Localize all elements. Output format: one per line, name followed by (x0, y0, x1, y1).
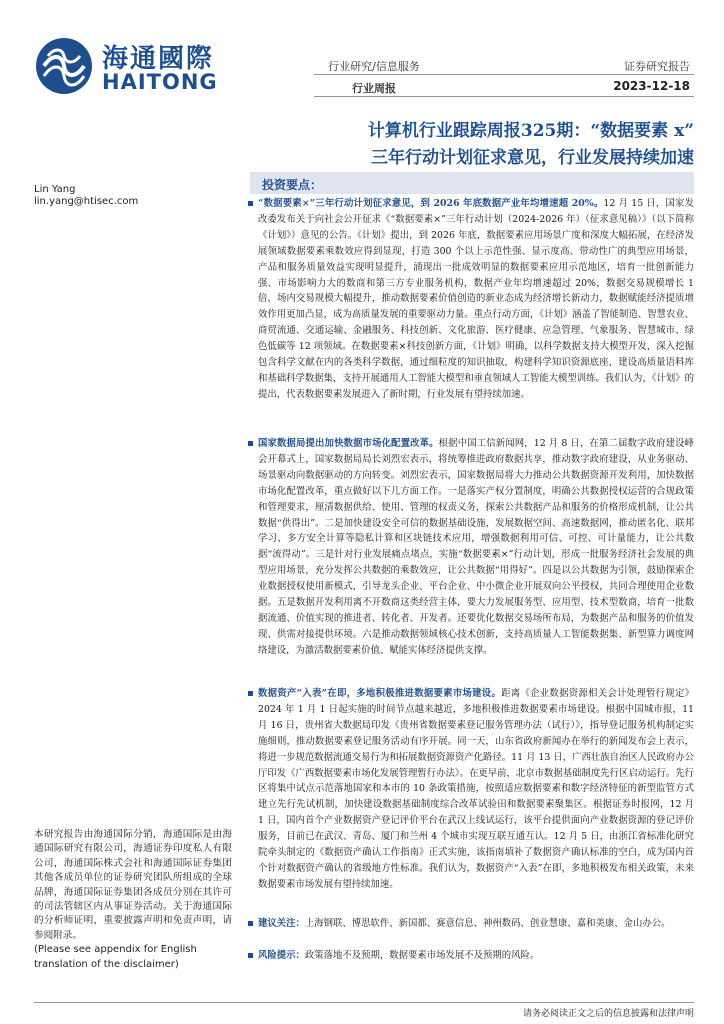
bullet-icon (248, 441, 253, 446)
report-category: 行业研究/信息服务 (328, 60, 420, 73)
logo-english-text: HAITONG (102, 70, 218, 94)
bullet-icon (248, 201, 253, 206)
key-point-body: 距离《企业数据资源相关会计处理暂行规定》2024 年 1 月 1 日起实施的时间节点越来越近，多地积极推进数据要素市场建设。根据中国城市报，11 月 16 日，贵州省大数据局印发《贵州省数据要素登记服务管理办法（试行）》，指导登记服务机构制定实施细则，推动数据要素登记服务活动有序开展。同一天，山东省政府新闻办在举行的新闻发布会上表示，将进一步规范数据流通交易行为和拓展数据资源资产化路径。11 月 13 日，广西壮族自治区人民政府办公厅印发《广西数据要素市场化发展管理暂行办法》。在更早前，北京市数据基础制度先行区启动运行。先行区将集中试点示范落地国家和本市的 10 条政策措施，按照适应数据要素和数字经济特征的新型监管方式建立先行先试机制，加快建设数据基础制度综合改革试验田和数据要素聚集区。根据证券时报网，12 月 1 日，国内首个产业数据资产登记评价平台在武汉上线试运行，该平台提供面向产业数据资源的登记评价服务，目前已在武汉、青岛、厦门和兰州 4 个城市实现互联互通互认。12 月 5 日，由浙江省标准化研究院牵头制定的《数据资产确认工作指南》正式实施，该指南填补了数据资产确认标准的空白，成为国内首个针对数据资产确认的省级地方性标准。我们认为，数据资产“入表”在即，多地积极发布相关政策，未来数据要素市场发展有望持续加速。 (258, 688, 694, 890)
report-label: 证券研究报告 (624, 60, 690, 73)
key-point-lead: 国家数据局提出加快数据市场化配置改革。 (258, 438, 439, 449)
key-point-body: 上海钢联、博思软件、新国都、赛意信息、神州数码、创业慧康、嘉和美康、金山办公。 (304, 918, 671, 929)
key-point-lead: 数据资产“入表”在即，多地积极推进数据要素市场建设。 (258, 688, 502, 699)
footer-notice: 请务必阅读正文之后的信息披露和法律声明 (522, 1009, 694, 1019)
key-point-5 (258, 948, 694, 964)
report-type: 行业周报 (352, 82, 396, 95)
header-divider-bottom (314, 96, 694, 97)
key-point-1 (258, 196, 694, 430)
disclaimer (34, 828, 232, 972)
key-points-heading: 投资要点： (262, 178, 323, 192)
key-point-lead: 风险提示： (258, 950, 305, 961)
key-point-lead: 建议关注： (258, 918, 305, 929)
key-point-body: 政策落地不及预期，数据要素市场发展不及预期的风险。 (304, 950, 540, 961)
footer-divider (34, 1002, 694, 1003)
key-point-3 (258, 686, 694, 918)
key-point-body: 根据中国工信新闻网，12 月 8 日，在第二届数字政府建设峰会开幕式上，国家数据局局长刘烈宏表示，将统筹推进政府数据共享，推动数字政府建设，从业务驱动、场景驱动向数据驱动的方向转变。刘烈宏表示，国家数据局将大力推动公共数据资源开发利用，加快数据市场化配置改革，重点做好以下几方面工作。一是落实产权分置制度，明确公共数据授权运营的合规政策和管理要求，厘清数据供给、使用、管理的权责义务，探索公共数据产品和服务的价格形成机制，让公共数据“供得出”。二是加快建设安全可信的数据基础设施，发展数据空间、高速数据网，推动匿名化、联邦学习、多方安全计算等隐私计算和区块链技术应用，增强数据利用可信、可控、可计量能力，让公共数据“流得动”。三是针对行业发展痛点堵点，实施“数据要素×”行动计划，形成一批服务经济社会发展的典型应用场景，充分发挥公共数据的乘数效应，让公共数据“用得好”。四是以公共数据为引领，鼓励探索企业数据授权使用新模式，引导龙头企业、平台企业、中小微企业开展双向公平授权，共同合理使用企业数据。五是数据开发利用离不开数商这类经营主体，要大力发展服务型、应用型、技术型数商，培育一批数据流通、价值实现的推进者、转化者、开发者。还要优化数据交易场所布局，为数据产品和服务的价值发现、供需对接提供环境。六是推动数据领域核心技术创新，支持高质量人工智能数据集、新型算力调度网络建设，为激活数据要素价值、赋能实体经济提供支撑。 (258, 438, 694, 656)
header-divider-top (314, 74, 694, 75)
key-point-body: 12 月 15 日，国家发改委发布关于向社会公开征求《“数据要素×”三年行动计划（2024-2026 年）（征求意见稿）》（以下简称《计划》）意见的公告。《计划》提出，到 2026 年底，数据要素应用场景广度和深度大幅拓展，在经济发展领域数据要素乘数效应得到显现，打造 300 个以上示范性强、显示度高、带动性广的典型应用场景，产品和服务质量效益实现明显提升，涌现出一批成效明显的数据要素应用示范地区，培育一批创新能力强、市场影响力大的数商和第三方专业服务机构，数据产业年均增速超过 20%，数据交易规模增长 1 倍，场内交易规模大幅提升，推动数据要素价值创造的新业态成为经济增长新动力，数据赋能经济提质增效作用更加凸显，成为高质量发展的重要驱动力量。重点行动方面，《计划》涵盖了智能制造、智慧农业、商贸流通、交通运输、金融服务、科技创新、文化旅游、医疗健康、应急管理、气象服务、智慧城市、绿色低碳等 12 项领域。在数据要素×科技创新方面，《计划》明确，以科学数据支持大模型开发，深入挖掘包含科学文献在内的各类科学数据，通过细粒度的知识抽取，构建科学知识资源底座，建设高质量语料库和基础科学数据集，支持开展通用人工智能大模型和垂直领域人工智能大模型训练。我们认为，《计划》的提出，代表数据要素发展进入了新时期，行业发展有望持续加速。 (258, 198, 694, 400)
key-point-lead: “数据要素×”三年行动计划征求意见，到 2026 年底数据产业年均增速超 20%。 (258, 198, 604, 209)
logo-chinese-text: 海通國際 (102, 44, 215, 74)
key-point-4 (258, 916, 694, 948)
report-date: 2023-12-18 (613, 79, 690, 93)
author-email[interactable]: lin.yang@htisec.com (34, 196, 139, 207)
author-name: Lin Yang (34, 184, 76, 195)
haitong-logo-icon (34, 36, 94, 96)
key-point-2 (258, 436, 694, 676)
report-header (0, 0, 724, 100)
disclaimer-chinese: 本研究报告由海通国际分销，海通国际是由海通国际研究有限公司，海通证券印度私人有限公司，海通国际株式会社和海通国际证券集团其他各成员单位的证券研究团队所组成的全球品牌，海通国际证券集团各成员分别在其许可的司法管辖区内从事证券活动。关于海通国际的分析师证明，重要披露声明和免责声明，请参阅附录。 (34, 829, 232, 941)
bullet-icon (248, 953, 253, 958)
report-title-line-1: 计算机行业跟踪周报325期：“数据要素 x” (367, 121, 694, 141)
report-title-line-2: 三年行动计划征求意见，行业发展持续加速 (371, 148, 694, 168)
disclaimer-english: (Please see appendix for English translation of the disclaimer) (34, 944, 197, 970)
bullet-icon (248, 691, 253, 696)
bullet-icon (248, 921, 253, 926)
